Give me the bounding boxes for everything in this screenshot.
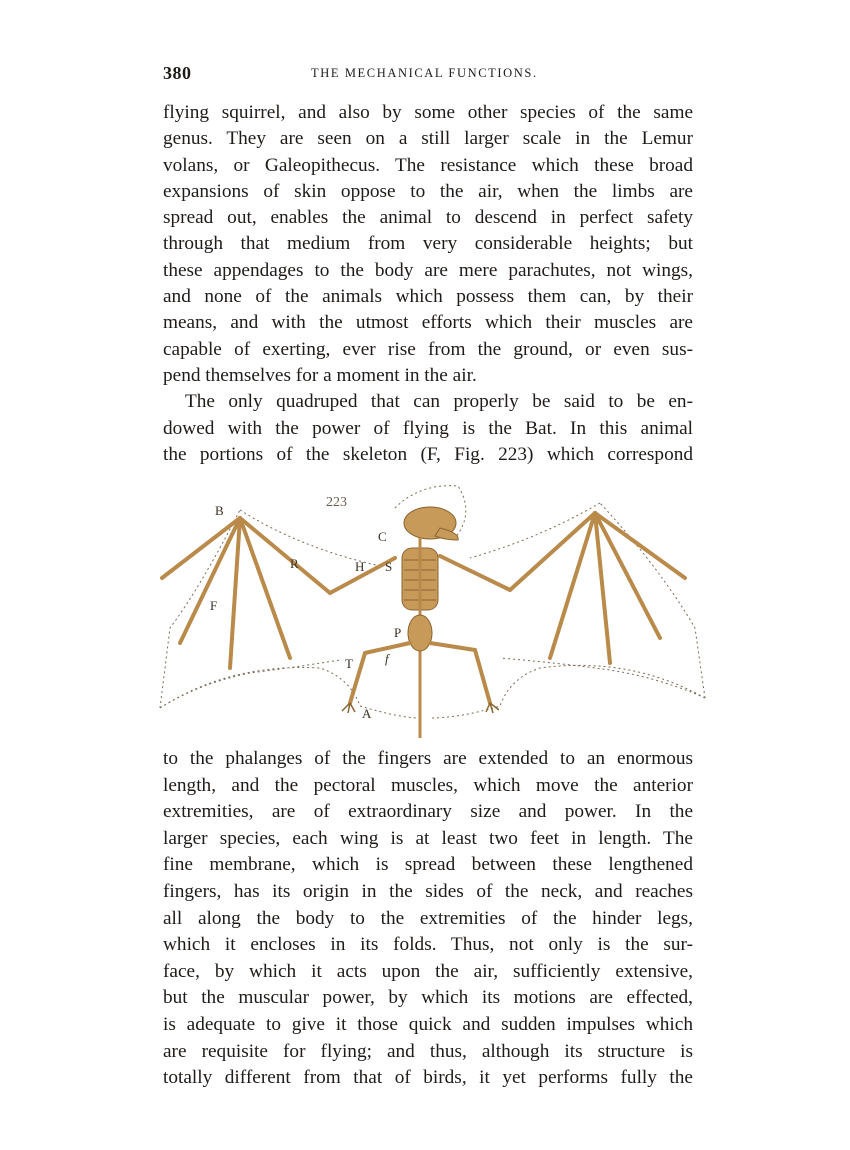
page-header [163,63,693,85]
right-wing-bones [440,513,685,663]
text-block-bottom [163,746,693,1092]
text-line: totally different from that of birds, it yet performs fully the [163,1067,693,1089]
text-line: The only quadruped that can properly be said to be en- [185,391,693,413]
text-line: dowed with the power of flying is the Bat. In this animal [163,417,693,439]
label-s: S [385,559,393,574]
text-line: capable of exerting, ever rise from the ground, or even sus- [163,338,693,360]
text-block-top [163,100,693,468]
text-line: and none of the animals which possess them can, by their [163,286,693,308]
text-line: which it encloses in its folds. Thus, not only is the sur- [163,934,693,956]
text-line: the portions of the skeleton (F, Fig. 223) which correspond [163,443,693,465]
text-line: face, by which it acts upon the air, sufficiently extensive, [163,960,693,982]
label-a: A [362,706,372,721]
text-line: volans, or Galeopithecus. The resistance which these broad [163,154,693,176]
text-line: pend themselves for a moment in the air. [163,364,477,386]
pelvis [408,615,432,651]
text-line: fine membrane, which is spread between these lengthened [163,854,693,876]
text-line: length, and the pectoral muscles, which move the anterior [163,774,693,796]
page-number: 380 [163,63,192,83]
label-f-lower: f [385,651,389,666]
bat-skeleton-illustration [140,478,715,740]
text-line: extremities, are of extraordinary size and power. In the [163,801,693,823]
bat-skeleton-figure [140,478,715,740]
text-line: these appendages to the body are mere parachutes, not wings, [163,259,693,281]
text-line: genus. They are seen on a still larger scale in the Lemur [163,128,693,150]
label-r: R [290,556,299,571]
text-line: flying squirrel, and also by some other species of the same [163,102,693,123]
label-b: B [215,503,224,518]
text-line: expansions of skin oppose to the air, when the limbs are [163,180,693,202]
text-line: means, and with the utmost efforts which their muscles are [163,312,693,334]
text-line: larger species, each wing is at least two feet in length. The [163,827,693,849]
text-line: is adequate to give it those quick and sudden impulses which [163,1013,693,1035]
text-line: are requisite for flying; and thus, although its structure is [163,1040,693,1062]
label-h: H [355,559,365,574]
text-line: fingers, has its origin in the sides of the neck, and reaches [163,880,693,902]
running-title: THE MECHANICAL FUNCTIONS. [311,66,538,80]
left-wing-bones [162,518,395,668]
label-f-upper: F [210,598,218,613]
label-c: C [378,529,387,544]
text-line: to the phalanges of the fingers are extended to an enormous [163,748,693,769]
text-line: all along the body to the extremities of the hinder legs, [163,907,693,929]
label-t: T [345,656,353,671]
label-p: P [394,625,402,640]
text-line: but the muscular power, by which its motions are effected, [163,987,693,1009]
text-line: spread out, enables the animal to descend in perfect safety [163,207,693,229]
figure-number: 223 [326,495,347,510]
text-line: through that medium from very considerable heights; but [163,233,693,255]
